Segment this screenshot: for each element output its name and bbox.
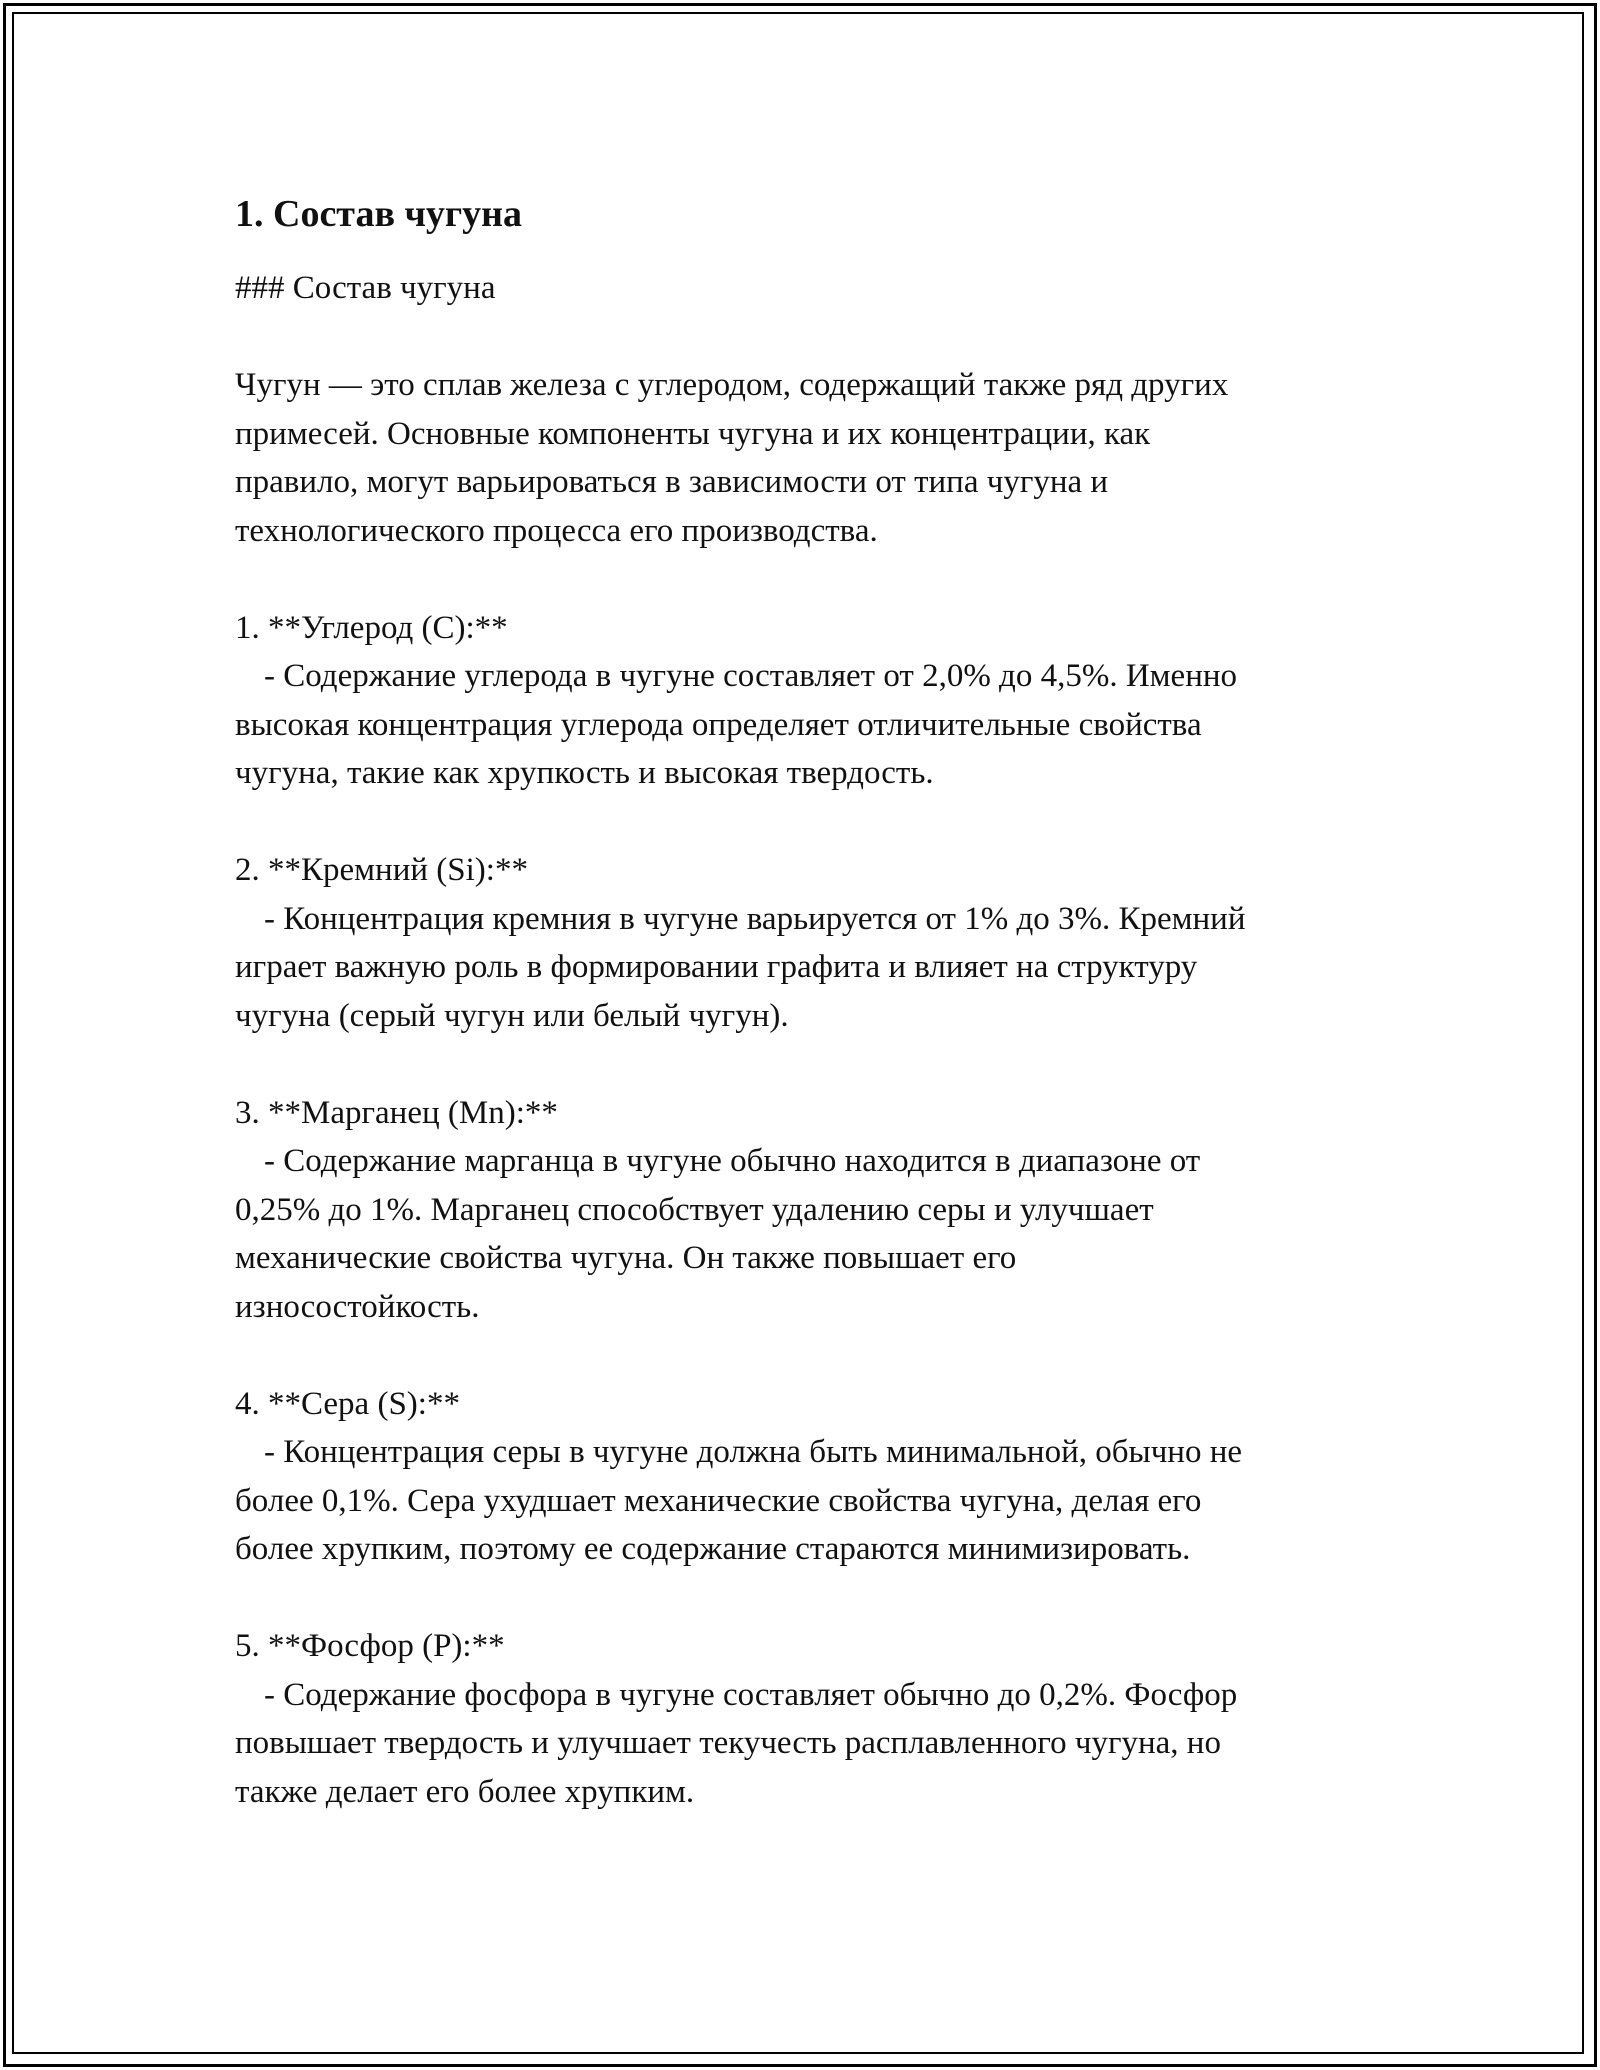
list-item-line: также делает его более хрупким. bbox=[235, 1773, 695, 1810]
list-item-line: повышает твердость и улучшает текучесть расплавленного чугуна, но bbox=[235, 1725, 1221, 1761]
list-item-silicon bbox=[235, 846, 1395, 1040]
list-item-line: более 0,1%. Сера ухудшает механические свойства чугуна, делая его bbox=[235, 1482, 1202, 1519]
list-item-carbon bbox=[235, 604, 1395, 798]
list-item-line: чугуна, такие как хрупкость и высокая твердость. bbox=[235, 755, 934, 791]
list-item-manganese bbox=[235, 1089, 1395, 1332]
list-item-heading: 1. **Углерод (C):** bbox=[235, 609, 508, 646]
list-item-line: механические свойства чугуна. Он также повышает его bbox=[235, 1240, 1017, 1276]
subheading: ### Состав чугуна bbox=[235, 270, 496, 306]
list-item-line: чугуна (серый чугун или белый чугун). bbox=[235, 997, 789, 1034]
list-item-line: высокая концентрация углерода определяет отличительные свойства bbox=[235, 706, 1202, 743]
paragraph-gap bbox=[235, 798, 1395, 847]
paragraph-gap bbox=[235, 313, 1395, 362]
intro-line: правило, могут варьироваться в зависимости от типа чугуна и bbox=[235, 464, 1109, 500]
list-item-heading: 4. **Сера (S):** bbox=[235, 1385, 460, 1422]
paragraph-gap bbox=[235, 1574, 1395, 1623]
list-item-line: - Содержание углерода в чугуне составляет от 2,0% до 4,5%. Именно bbox=[264, 658, 1238, 694]
intro-line: примесей. Основные компоненты чугуна и их концентрации, как bbox=[235, 415, 1151, 452]
intro-line: Чугун — это сплав железа с углеродом, содержащий также ряд других bbox=[235, 367, 1229, 403]
list-item-line: играет важную роль в формировании графита и влияет на структуру bbox=[235, 949, 1198, 985]
list-item-line: - Концентрация серы в чугуне должна быть минимальной, обычно не bbox=[264, 1434, 1243, 1470]
list-item-line: - Содержание фосфора в чугуне составляет обычно до 0,2%. Фосфор bbox=[264, 1676, 1238, 1713]
list-item-line: - Содержание марганца в чугуне обычно находится в диапазоне от bbox=[264, 1143, 1201, 1179]
list-item-sulfur bbox=[235, 1380, 1395, 1574]
list-item-heading: 2. **Кремний (Si):** bbox=[235, 852, 528, 888]
intro-line: технологического процесса его производства. bbox=[235, 512, 878, 549]
paragraph-gap bbox=[235, 1040, 1395, 1089]
paragraph-gap bbox=[235, 555, 1395, 604]
list-item-line: 0,25% до 1%. Марганец способствует удалению серы и улучшает bbox=[235, 1191, 1154, 1228]
intro-paragraph bbox=[235, 361, 1395, 555]
list-item-phosphorus bbox=[235, 1622, 1395, 1816]
list-item-line: - Концентрация кремния в чугуне варьируется от 1% до 3%. Кремний bbox=[264, 900, 1246, 937]
paragraph-gap bbox=[235, 1331, 1395, 1380]
list-item-line: износостойкость. bbox=[235, 1288, 480, 1325]
list-item-line: более хрупким, поэтому ее содержание стараются минимизировать. bbox=[235, 1531, 1191, 1567]
document-title: 1. Состав чугуна bbox=[235, 193, 523, 235]
document-body bbox=[235, 190, 1395, 1816]
list-item-heading: 5. **Фосфор (P):** bbox=[235, 1628, 505, 1664]
list-item-heading: 3. **Марганец (Mn):** bbox=[235, 1094, 558, 1131]
